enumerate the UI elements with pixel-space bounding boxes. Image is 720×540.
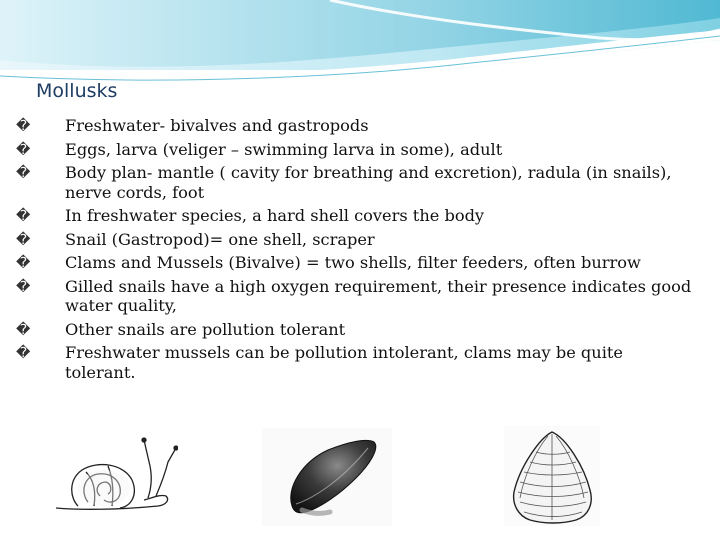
bullet-marker-icon: � <box>16 345 31 361</box>
bullet-marker-icon: � <box>16 165 31 181</box>
list-item: � Snail (Gastropod)= one shell, scraper <box>16 229 375 249</box>
list-item: � Clams and Mussels (Bivalve) = two shells, filter feeders, often burrow <box>16 253 641 272</box>
bullet-marker-icon: � <box>16 231 31 248</box>
list-item: � Freshwater mussels can be pollution intolerant, clams may be quite tolerant. <box>16 343 623 382</box>
list-item: � Gilled snails have a high oxygen requirement, their presence indicates good water quality, <box>16 276 692 315</box>
bullet-marker-icon: � <box>16 141 31 158</box>
snail-illustration <box>48 436 178 516</box>
bullet-list <box>16 116 696 386</box>
bullet-marker-icon: � <box>16 208 31 224</box>
list-item: � Other snails are pollution tolerant <box>16 319 346 339</box>
bullet-marker-icon: � <box>16 278 31 295</box>
list-item: � Eggs, larva (veliger – swimming larva in some), adult <box>16 139 503 159</box>
clam-illustration <box>504 426 600 526</box>
bullet-marker-icon: � <box>16 118 31 134</box>
slide-title: Mollusks <box>36 80 118 102</box>
list-item: � In freshwater species, a hard shell covers the body <box>16 206 485 225</box>
list-item: � Body plan- mantle ( cavity for breathing and excretion), radula (in snails), nerve cords, foot <box>16 163 672 202</box>
list-item: � Freshwater- bivalves and gastropods <box>16 116 369 135</box>
mussel-illustration <box>262 428 392 526</box>
bullet-marker-icon: � <box>16 255 31 271</box>
bullet-marker-icon: � <box>16 321 31 338</box>
